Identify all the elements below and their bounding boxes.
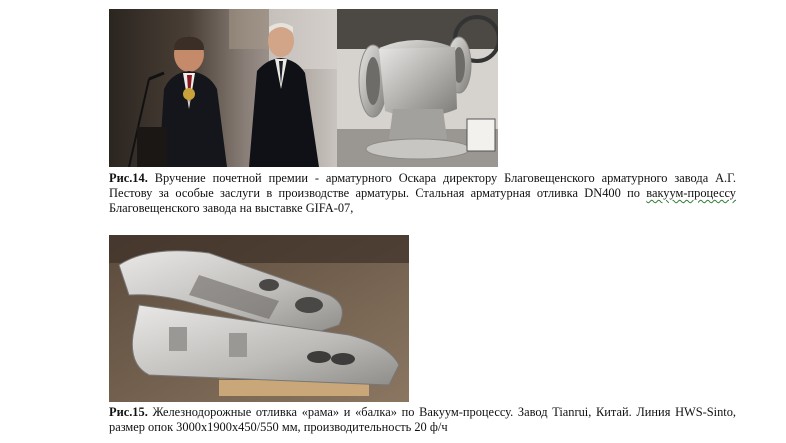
figure-14-caption-text: Вручение почетной премии - арматурного Оскара директору Благовещенского арматурного завода А.Г. Пестову за особые заслуги в производстве арматуры. Стальная арматурная отливка DN400 по <box>109 171 736 200</box>
figure-14-label: Рис.14. <box>109 171 148 185</box>
railway-casting-photo <box>109 235 409 402</box>
figure-15-caption-text: Железнодорожные отливка «рама» и «балка» по Вакуум-процессу. Завод Tianrui, Китай. Линия HWS-Sinto, размер опок 3000х1900х450/550 мм, производительность 20 ф/ч <box>109 405 736 434</box>
figure-14-caption <box>109 171 736 216</box>
valve-casting-photo <box>337 9 498 167</box>
figure-15-label: Рис.15. <box>109 405 148 419</box>
figure-14-caption-marked-word: вакуум-процессу <box>646 186 736 200</box>
figure-14-caption-end: Благовещенского завода на выставке GIFA-07, <box>109 201 354 215</box>
award-ceremony-photo <box>109 9 337 167</box>
figure-15-caption <box>109 405 736 435</box>
